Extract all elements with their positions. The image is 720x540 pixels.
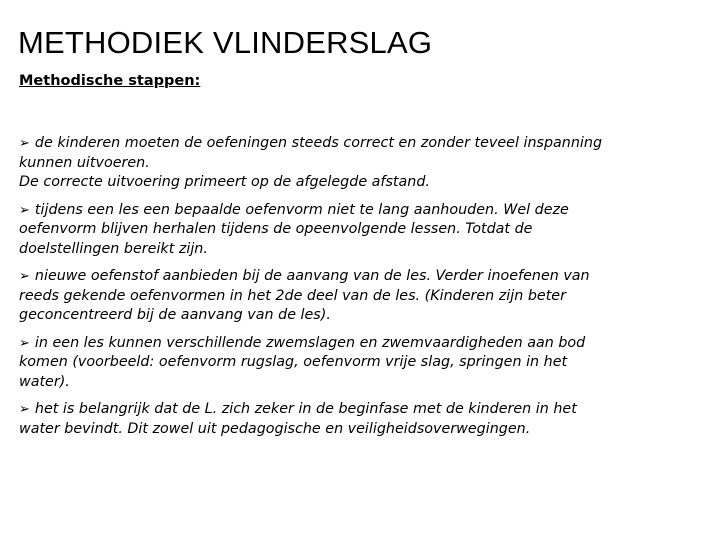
arrow-bullet-icon: ➢	[19, 402, 30, 417]
bullet-line	[19, 201, 709, 221]
bullet-text: in een les kunnen verschillende zwemslagen en zwemvaardigheden aan bod	[34, 334, 586, 351]
bullet-item	[19, 400, 709, 439]
bullet-item	[19, 134, 709, 193]
arrow-bullet-icon: ➢	[19, 136, 30, 151]
bullet-item	[19, 267, 709, 326]
arrow-bullet-icon: ➢	[19, 202, 30, 218]
bullet-line: water bevindt. Dit zowel uit pedagogische en veiligheidsoverwegingen.	[19, 420, 531, 437]
section-subtitle: Methodische stappen:	[19, 73, 201, 89]
bullet-line: oefenvorm blijven herhalen tijdens de opeenvolgende lessen. Totdat de	[19, 221, 533, 237]
slide-title: METHODIEK VLINDERSLAG	[18, 25, 433, 60]
bullet-line: water).	[19, 373, 70, 390]
bullet-line: geconcentreerd bij de aanvang van de les).	[19, 307, 331, 323]
bullet-list	[19, 134, 709, 447]
bullet-line	[19, 400, 709, 420]
bullet-line	[19, 334, 709, 354]
bullet-line: kunnen uitvoeren.	[19, 154, 150, 171]
bullet-item	[19, 201, 709, 260]
arrow-bullet-icon: ➢	[19, 269, 30, 284]
bullet-line: komen (voorbeeld: oefenvorm rugslag, oefenvorm vrije slag, springen in het	[19, 354, 568, 370]
bullet-text: het is belangrijk dat de L. zich zeker in de beginfase met de kinderen in het	[34, 401, 577, 417]
bullet-line: doelstellingen bereikt zijn.	[19, 240, 208, 257]
bullet-line: De correcte uitvoering primeert op de afgelegde afstand.	[19, 174, 430, 190]
bullet-text: nieuwe oefenstof aanbieden bij de aanvang van de les. Verder inoefenen van	[34, 268, 590, 284]
bullet-line	[19, 134, 709, 154]
bullet-item	[19, 334, 709, 393]
bullet-line: reeds gekende oefenvormen in het 2de deel van de les. (Kinderen zijn beter	[19, 287, 566, 304]
bullet-text: de kinderen moeten de oefeningen steeds correct en zonder teveel inspanning	[34, 135, 603, 151]
bullet-text: tijdens een les een bepaalde oefenvorm niet te lang aanhouden. Wel deze	[34, 201, 569, 218]
arrow-bullet-icon: ➢	[19, 335, 30, 351]
bullet-line	[19, 267, 709, 287]
